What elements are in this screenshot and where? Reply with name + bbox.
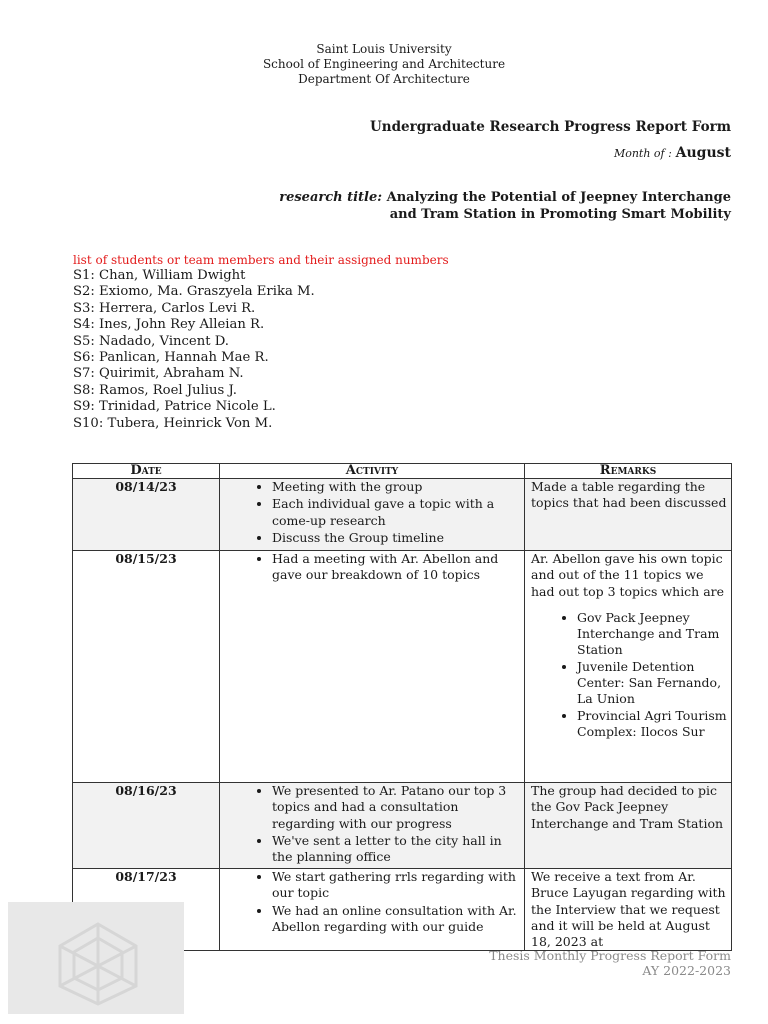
month-line (614, 145, 731, 161)
student-item: S7: Quirimit, Abraham N. (73, 366, 244, 382)
remarks-column-header: Remarks (525, 464, 732, 479)
row-date: 08/17/23 (73, 869, 220, 951)
activity-item: • We presented to Ar. Patano our top 3 topics and had a consultation regarding with our progress (272, 783, 520, 832)
student-item: S4: Ines, John Rey Alleian R. (73, 317, 265, 333)
row-date: 08/15/23 (73, 551, 220, 783)
student-item: S3: Herrera, Carlos Levi R. (73, 300, 256, 316)
row-date: 08/16/23 (73, 783, 220, 869)
remark-item: • Provincial Agri Tourism Complex: Ilocos Sur (577, 708, 727, 741)
page-footer (489, 948, 731, 978)
remark-text: Ar. Abellon gave his own topic and out of the 11 topics we had out top 3 topics which are (531, 551, 725, 599)
students-label: list of students or team members and their assigned numbers (73, 253, 449, 267)
activity-item: • Meeting with the group (272, 479, 520, 495)
progress-report-table (72, 463, 732, 951)
date-column-header: Date (73, 464, 220, 479)
school-name: School of Engineering and Architecture (262, 57, 506, 71)
remark-item: • Juvenile Detention Center: San Fernando, La Union (577, 659, 727, 708)
department-name: Department Of Architecture (298, 72, 470, 86)
table-header-row (73, 464, 732, 479)
activity-item: • We've sent a letter to the city hall in the planning office (272, 833, 520, 866)
student-item: S5: Nadado, Vincent D. (73, 333, 230, 349)
footer-form-name: Thesis Monthly Progress Report Form (489, 948, 731, 963)
student-item: S8: Ramos, Roel Julius J. (73, 382, 237, 398)
month-value: August (675, 145, 731, 161)
table-row (73, 551, 732, 783)
student-item: S2: Exiomo, Ma. Graszyela Erika M. (73, 284, 315, 300)
row-activities (220, 551, 525, 783)
student-item: S9: Trinidad, Patrice Nicole L. (73, 399, 276, 415)
research-title-line2: and Tram Station in Promoting Smart Mobility (389, 207, 731, 222)
research-title-line1: Analyzing the Potential of Jeepney Interchange (386, 190, 731, 205)
table-row (73, 783, 732, 869)
research-title-block (279, 189, 731, 223)
student-list (73, 268, 315, 432)
table-row (73, 479, 732, 551)
activity-item: • Had a meeting with Ar. Abellon and gave our breakdown of 10 topics (272, 551, 520, 584)
student-item: S6: Panlican, Hannah Mae R. (73, 350, 269, 366)
footer-academic-year: AY 2022-2023 (642, 963, 731, 978)
activity-item: • We start gathering rrls regarding with our topic (272, 869, 520, 902)
row-remarks: The group had decided to pic the Gov Pack Jeepney Interchange and Tram Station (525, 783, 732, 869)
activity-column-header: Activity (220, 464, 525, 479)
activity-item: • Discuss the Group timeline (272, 530, 520, 546)
form-title: Undergraduate Research Progress Report Form (369, 119, 731, 135)
logo-watermark-icon (48, 916, 148, 1006)
row-date: 08/14/23 (73, 479, 220, 551)
remark-item: • Gov Pack Jeepney Interchange and Tram Station (577, 610, 727, 659)
student-item: S1: Chan, William Dwight (73, 268, 246, 283)
university-name: Saint Louis University (316, 42, 452, 56)
document-header (0, 42, 768, 87)
row-remarks: Made a table regarding the topics that had been discussed (525, 479, 732, 551)
student-item: S10: Tubera, Heinrick Von M. (73, 415, 273, 431)
row-activities (220, 869, 525, 951)
activity-item: • We had an online consultation with Ar. Abellon regarding with our guide (272, 903, 520, 936)
research-title-label: research title: (279, 190, 383, 205)
activity-item: • Each individual gave a topic with a come-up research (272, 496, 520, 529)
row-remarks: We receive a text from Ar. Bruce Layugan regarding with the Interview that we request and it will be held at August 18, 2023 at (525, 869, 732, 951)
month-label: Month of : (613, 147, 672, 160)
row-remarks (525, 551, 732, 783)
university-logo-watermark (8, 902, 184, 1014)
row-activities (220, 479, 525, 551)
row-activities (220, 783, 525, 869)
